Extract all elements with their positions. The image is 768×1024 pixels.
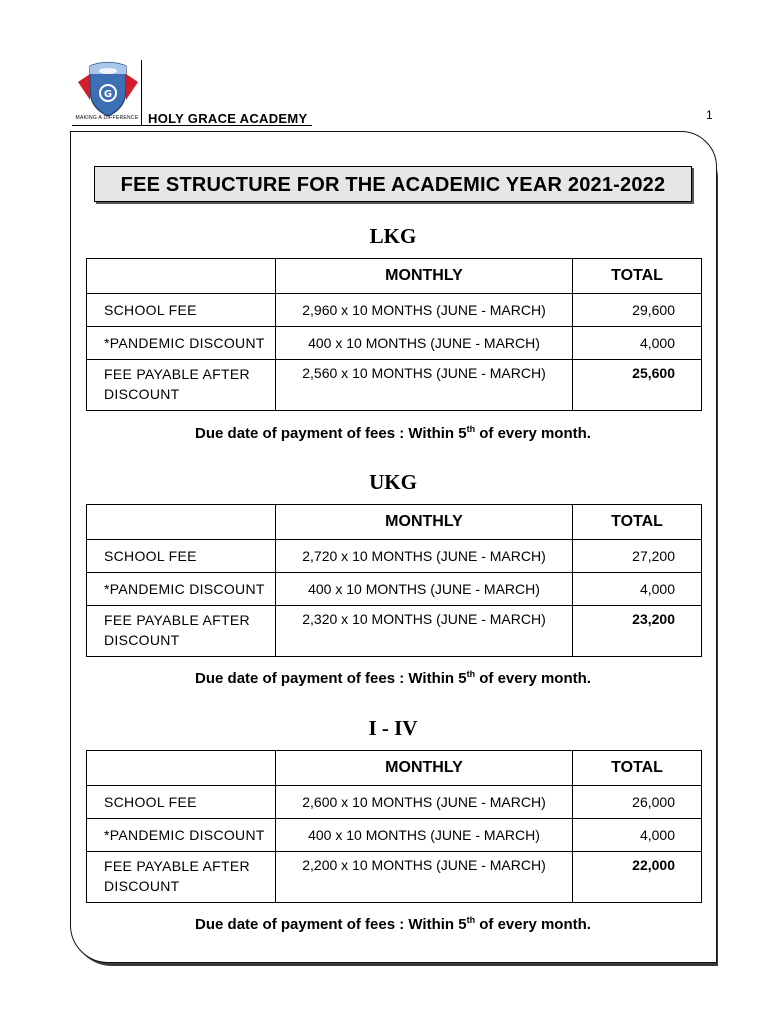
table-row	[87, 606, 702, 657]
row-label: FEE PAYABLE AFTER DISCOUNT	[87, 360, 276, 411]
due-note-text-end: of every month.	[475, 425, 591, 442]
row-label: FEE PAYABLE AFTER DISCOUNT	[87, 852, 276, 903]
section-title-lkg: LKG	[369, 224, 417, 248]
row-monthly: 2,600 x 10 MONTHS (JUNE - MARCH)	[276, 786, 573, 819]
column-header-monthly: MONTHLY	[276, 505, 573, 540]
row-label: SCHOOL FEE	[87, 786, 276, 819]
column-header-monthly: MONTHLY	[276, 259, 573, 294]
fee-table-i-iv	[86, 750, 702, 903]
row-total: 4,000	[573, 327, 702, 360]
column-header-monthly: MONTHLY	[276, 751, 573, 786]
row-monthly: 2,960 x 10 MONTHS (JUNE - MARCH)	[276, 294, 573, 327]
svg-text:G: G	[103, 89, 113, 100]
due-note-superscript: th	[466, 669, 476, 679]
row-label: FEE PAYABLE AFTER DISCOUNT	[87, 606, 276, 657]
column-header-total: TOTAL	[573, 751, 702, 786]
due-note-text: Due date of payment of fees : Within 5	[195, 425, 467, 442]
row-total: 25,600	[573, 360, 702, 411]
header-blank-cell	[87, 751, 276, 786]
school-name: HOLY GRACE ACADEMY	[148, 111, 308, 126]
row-monthly: 400 x 10 MONTHS (JUNE - MARCH)	[276, 573, 573, 606]
row-label: SCHOOL FEE	[87, 540, 276, 573]
row-total: 4,000	[573, 573, 702, 606]
row-total: 27,200	[573, 540, 702, 573]
letterhead	[72, 58, 352, 128]
due-note-superscript: th	[466, 424, 476, 434]
row-label: *PANDEMIC DISCOUNT	[87, 819, 276, 852]
due-note-text-end: of every month.	[475, 916, 591, 933]
row-monthly: 2,560 x 10 MONTHS (JUNE - MARCH)	[276, 360, 573, 411]
table-header-row	[87, 751, 702, 786]
table-row	[87, 852, 702, 903]
due-note-text-end: of every month.	[475, 670, 591, 687]
table-row	[87, 573, 702, 606]
row-monthly: 2,320 x 10 MONTHS (JUNE - MARCH)	[276, 606, 573, 657]
row-total: 29,600	[573, 294, 702, 327]
table-row	[87, 819, 702, 852]
table-row	[87, 360, 702, 411]
fee-table-lkg	[86, 258, 702, 411]
row-monthly: 2,200 x 10 MONTHS (JUNE - MARCH)	[276, 852, 573, 903]
table-header-row	[87, 259, 702, 294]
row-monthly: 400 x 10 MONTHS (JUNE - MARCH)	[276, 819, 573, 852]
row-label: SCHOOL FEE	[87, 294, 276, 327]
row-total: 23,200	[573, 606, 702, 657]
page-number: 1	[706, 108, 713, 122]
column-header-total: TOTAL	[573, 259, 702, 294]
due-note-text: Due date of payment of fees : Within 5	[195, 916, 467, 933]
due-date-note-i-iv	[86, 915, 700, 933]
header-blank-cell	[87, 259, 276, 294]
document-title-box	[94, 166, 692, 202]
column-header-total: TOTAL	[573, 505, 702, 540]
school-crest-logo	[76, 60, 140, 120]
row-label: *PANDEMIC DISCOUNT	[87, 573, 276, 606]
table-row	[87, 327, 702, 360]
fee-table-ukg	[86, 504, 702, 657]
row-total: 22,000	[573, 852, 702, 903]
header-divider-vertical	[141, 60, 142, 126]
row-label: *PANDEMIC DISCOUNT	[87, 327, 276, 360]
table-row	[87, 294, 702, 327]
row-monthly: 400 x 10 MONTHS (JUNE - MARCH)	[276, 327, 573, 360]
due-date-note-lkg	[86, 424, 700, 442]
document-title: FEE STRUCTURE FOR THE ACADEMIC YEAR 2021-2022	[120, 174, 666, 196]
row-total: 4,000	[573, 819, 702, 852]
due-note-superscript: th	[466, 915, 476, 925]
due-date-note-ukg	[86, 669, 700, 687]
table-row	[87, 540, 702, 573]
header-blank-cell	[87, 505, 276, 540]
table-header-row	[87, 505, 702, 540]
due-note-text: Due date of payment of fees : Within 5	[195, 670, 467, 687]
row-monthly: 2,720 x 10 MONTHS (JUNE - MARCH)	[276, 540, 573, 573]
row-total: 26,000	[573, 786, 702, 819]
section-title-ukg: UKG	[369, 470, 417, 494]
table-row	[87, 786, 702, 819]
section-title-i-iv: I - IV	[368, 716, 418, 740]
school-tagline: MAKING A DIFFERENCE	[75, 115, 139, 121]
